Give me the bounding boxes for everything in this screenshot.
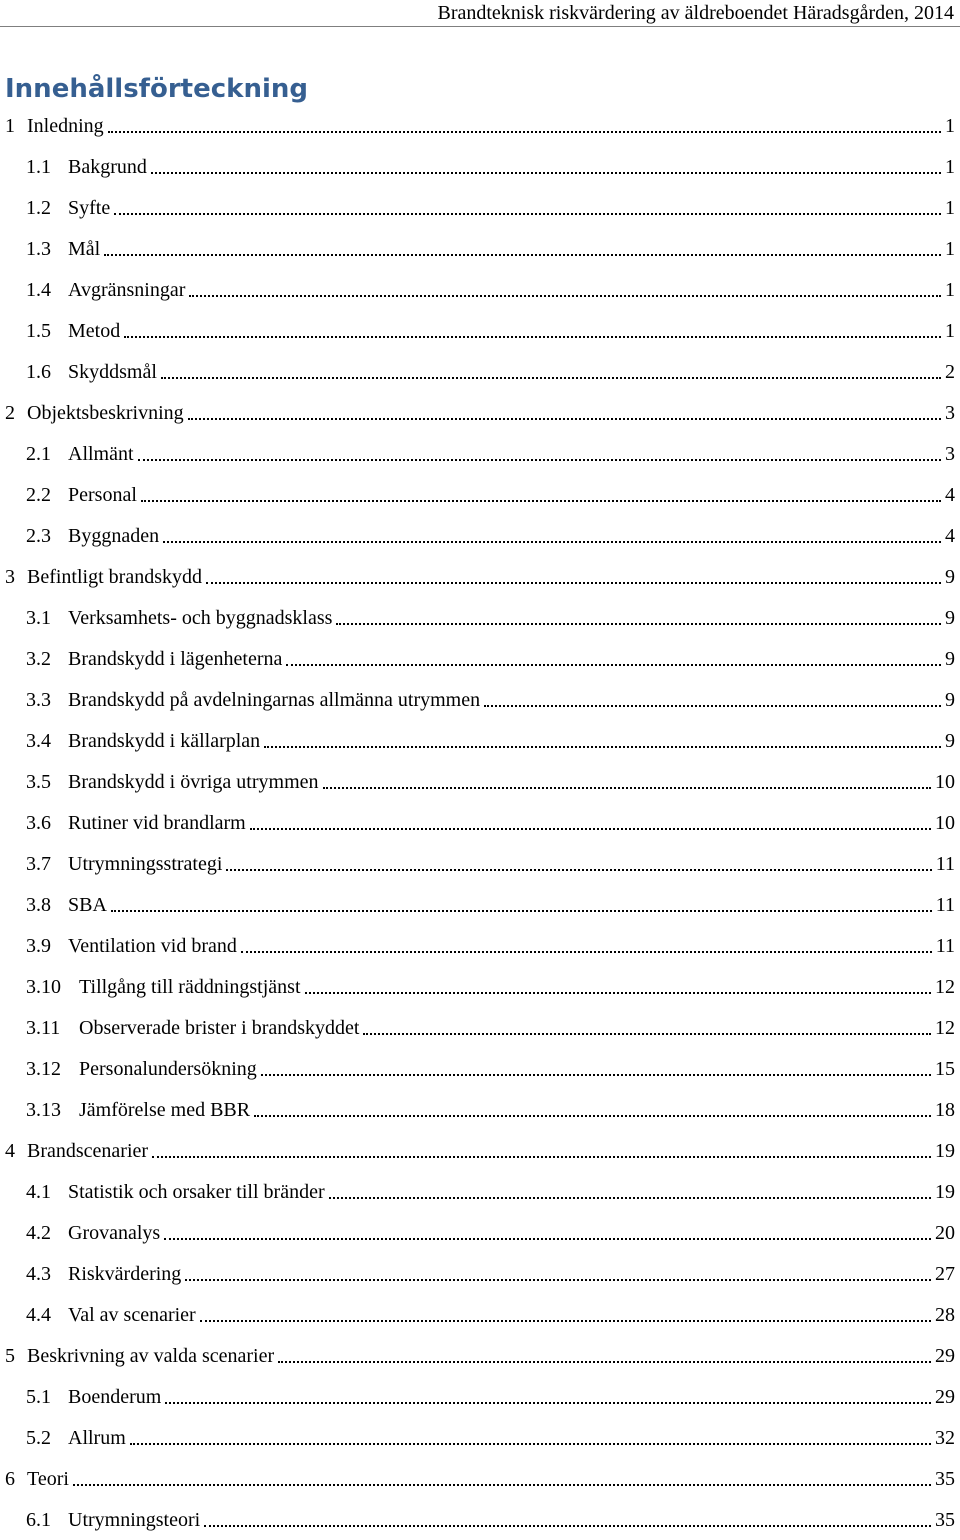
toc-entry-title: Jämförelse med BBR — [79, 1098, 251, 1121]
toc-entry-page-number: 1 — [945, 319, 955, 342]
toc-entry-title: Brandskydd i lägenheterna — [68, 647, 283, 670]
toc-dot-leader — [124, 336, 941, 338]
toc-dot-leader — [278, 1361, 931, 1363]
toc-entry[interactable] — [0, 1335, 960, 1376]
toc-entry-page-number: 1 — [945, 155, 955, 178]
toc-entry[interactable] — [0, 1376, 960, 1417]
toc-dot-leader — [165, 1402, 931, 1404]
toc-entry-page-number: 1 — [945, 278, 955, 301]
toc-entry-page-number: 35 — [935, 1467, 955, 1490]
toc-dot-leader — [200, 1320, 931, 1322]
toc-entry-number: 2.1 — [26, 442, 51, 465]
toc-dot-leader — [151, 172, 941, 174]
toc-dot-leader — [323, 787, 931, 789]
toc-entry-title: Beskrivning av valda scenarier — [27, 1344, 275, 1367]
running-header — [0, 0, 960, 27]
toc-entry-title: Avgränsningar — [68, 278, 186, 301]
toc-entry-number: 3.11 — [26, 1016, 61, 1039]
toc-entry[interactable] — [0, 474, 960, 515]
toc-entry-page-number: 19 — [935, 1180, 955, 1203]
toc-entry[interactable] — [0, 105, 960, 146]
toc-entry-number: 6.1 — [26, 1508, 51, 1531]
toc-entry-page-number: 18 — [935, 1098, 955, 1121]
toc-entry-title: Grovanalys — [68, 1221, 161, 1244]
toc-dot-leader — [286, 664, 941, 666]
toc-entry[interactable] — [0, 966, 960, 1007]
toc-entry-title: Skyddsmål — [68, 360, 157, 383]
toc-entry-number: 1 — [5, 114, 15, 137]
toc-entry[interactable] — [0, 925, 960, 966]
toc-entry[interactable] — [0, 1212, 960, 1253]
toc-entry[interactable] — [0, 269, 960, 310]
toc-entry-page-number: 12 — [935, 975, 955, 998]
toc-entry-number: 3.13 — [26, 1098, 61, 1121]
toc-entry[interactable] — [0, 761, 960, 802]
toc-entry-page-number: 1 — [945, 196, 955, 219]
toc-entry[interactable] — [0, 638, 960, 679]
toc-entry[interactable] — [0, 515, 960, 556]
toc-entry-page-number: 3 — [945, 401, 955, 424]
toc-entry[interactable] — [0, 351, 960, 392]
toc-entry-page-number: 9 — [945, 688, 955, 711]
toc-entry-title: Personalundersökning — [79, 1057, 257, 1080]
toc-dot-leader — [185, 1279, 931, 1281]
toc-entry-number: 3.2 — [26, 647, 51, 670]
toc-entry[interactable] — [0, 1089, 960, 1130]
toc-dot-leader — [108, 131, 941, 133]
toc-entry-title: Syfte — [68, 196, 111, 219]
toc-dot-leader — [163, 541, 941, 543]
toc-entry[interactable] — [0, 720, 960, 761]
toc-entry[interactable] — [0, 1499, 960, 1540]
toc-entry-page-number: 1 — [945, 114, 955, 137]
toc-entry-title: Brandskydd på avdelningarnas allmänna utrymmen — [68, 688, 481, 711]
toc-entry-number: 1.2 — [26, 196, 51, 219]
toc-entry-page-number: 27 — [935, 1262, 955, 1285]
toc-entry[interactable] — [0, 884, 960, 925]
toc-entry-number: 5.2 — [26, 1426, 51, 1449]
toc-entry-page-number: 11 — [935, 852, 955, 875]
toc-entry-page-number: 35 — [935, 1508, 955, 1531]
toc-entry-page-number: 9 — [945, 606, 955, 629]
running-header-text: Brandteknisk riskvärdering av äldreboendet Häradsgården, 2014 — [437, 2, 954, 24]
toc-dot-leader — [305, 992, 932, 994]
toc-entry-number: 3.7 — [26, 852, 51, 875]
toc-entry-number: 4.1 — [26, 1180, 51, 1203]
toc-entry-number: 3.1 — [26, 606, 51, 629]
toc-entry-page-number: 20 — [935, 1221, 955, 1244]
toc-entry-title: Rutiner vid brandlarm — [68, 811, 246, 834]
toc-dot-leader — [188, 418, 941, 420]
toc-entry-title: Tillgång till räddningstjänst — [79, 975, 301, 998]
toc-entry-page-number: 29 — [935, 1344, 955, 1367]
toc-dot-leader — [329, 1197, 931, 1199]
toc-entry-title: Teori — [27, 1467, 69, 1490]
toc-entry-page-number: 4 — [945, 483, 955, 506]
toc-entry-number: 6 — [5, 1467, 15, 1490]
toc-entry-number: 4.2 — [26, 1221, 51, 1244]
toc-entry[interactable] — [0, 1458, 960, 1499]
toc-entry-page-number: 15 — [935, 1057, 955, 1080]
toc-entry-title: Utrymningsteori — [68, 1508, 201, 1531]
toc-entry-title: Statistik och orsaker till bränder — [68, 1180, 325, 1203]
toc-entry-title: Allrum — [68, 1426, 126, 1449]
toc-entry-page-number: 12 — [935, 1016, 955, 1039]
toc-entry-number: 5.1 — [26, 1385, 51, 1408]
toc-entry[interactable] — [0, 187, 960, 228]
toc-entry[interactable] — [0, 1007, 960, 1048]
toc-entry-number: 3.9 — [26, 934, 51, 957]
toc-entry-number: 3.6 — [26, 811, 51, 834]
toc-dot-leader — [189, 295, 941, 297]
toc-entry[interactable] — [0, 1171, 960, 1212]
toc-entry[interactable] — [0, 843, 960, 884]
toc-dot-leader — [161, 377, 941, 379]
toc-title: Innehållsförteckning — [5, 74, 308, 104]
toc-entry[interactable] — [0, 679, 960, 720]
toc-entry-page-number: 32 — [935, 1426, 955, 1449]
toc-entry-title: Brandskydd i källarplan — [68, 729, 261, 752]
toc-entry[interactable] — [0, 146, 960, 187]
toc-entry-number: 3.8 — [26, 893, 51, 916]
toc-dot-leader — [336, 623, 941, 625]
toc-entry-number: 1.1 — [26, 155, 51, 178]
toc-dot-leader — [111, 910, 932, 912]
toc-dot-leader — [114, 213, 941, 215]
toc-entry-title: Utrymningsstrategi — [68, 852, 223, 875]
toc-entry-number: 2.3 — [26, 524, 51, 547]
toc-dot-leader — [73, 1484, 931, 1486]
toc-entry-number: 3.3 — [26, 688, 51, 711]
toc-entry-title: Personal — [68, 483, 137, 506]
toc-entry-title: Objektsbeskrivning — [27, 401, 184, 424]
toc-entry-number: 5 — [5, 1344, 15, 1367]
toc-dot-leader — [241, 951, 932, 953]
toc-entry-page-number: 11 — [935, 893, 955, 916]
toc-entry-title: Befintligt brandskydd — [27, 565, 202, 588]
toc-entry-title: Bakgrund — [68, 155, 147, 178]
toc-entry[interactable] — [0, 392, 960, 433]
toc-dot-leader — [130, 1443, 931, 1445]
toc-entry-page-number: 1 — [945, 237, 955, 260]
toc-entry[interactable] — [0, 310, 960, 351]
toc-entry-number: 3.4 — [26, 729, 51, 752]
toc-entry-title: Boenderum — [68, 1385, 162, 1408]
toc-entry[interactable] — [0, 228, 960, 269]
toc-entry-number: 2 — [5, 401, 15, 424]
toc-entry-title: Mål — [68, 237, 101, 260]
toc-entry-page-number: 11 — [935, 934, 955, 957]
toc-entry-page-number: 10 — [935, 770, 955, 793]
toc-entry-page-number: 2 — [945, 360, 955, 383]
toc-entry-title: SBA — [68, 893, 107, 916]
toc-dot-leader — [264, 746, 941, 748]
toc-entry-number: 4 — [5, 1139, 15, 1162]
toc-entry[interactable] — [0, 1417, 960, 1458]
toc-entry-title: Metod — [68, 319, 121, 342]
toc-entry-title: Ventilation vid brand — [68, 934, 237, 957]
toc-dot-leader — [104, 254, 941, 256]
toc-list — [0, 105, 960, 1540]
toc-entry-title: Allmänt — [68, 442, 134, 465]
toc-dot-leader — [261, 1074, 931, 1076]
toc-entry-number: 2.2 — [26, 483, 51, 506]
toc-entry-number: 1.6 — [26, 360, 51, 383]
toc-entry-number: 1.5 — [26, 319, 51, 342]
toc-entry-number: 1.3 — [26, 237, 51, 260]
toc-dot-leader — [226, 869, 931, 871]
toc-entry-page-number: 4 — [945, 524, 955, 547]
toc-dot-leader — [138, 459, 941, 461]
toc-entry[interactable] — [0, 1253, 960, 1294]
toc-entry-number: 3.10 — [26, 975, 61, 998]
toc-entry-page-number: 28 — [935, 1303, 955, 1326]
toc-entry-title: Inledning — [27, 114, 104, 137]
toc-entry[interactable] — [0, 556, 960, 597]
toc-dot-leader — [250, 828, 931, 830]
toc-entry-number: 4.4 — [26, 1303, 51, 1326]
toc-entry-page-number: 10 — [935, 811, 955, 834]
toc-dot-leader — [164, 1238, 931, 1240]
toc-entry-page-number: 9 — [945, 729, 955, 752]
toc-entry[interactable] — [0, 433, 960, 474]
toc-entry-number: 3.12 — [26, 1057, 61, 1080]
toc-entry-title: Riskvärdering — [68, 1262, 182, 1285]
toc-dot-leader — [484, 705, 941, 707]
toc-entry-page-number: 19 — [935, 1139, 955, 1162]
toc-entry-number: 3.5 — [26, 770, 51, 793]
toc-dot-leader — [141, 500, 941, 502]
toc-entry-page-number: 29 — [935, 1385, 955, 1408]
toc-entry[interactable] — [0, 802, 960, 843]
toc-dot-leader — [254, 1115, 931, 1117]
toc-entry-page-number: 9 — [945, 647, 955, 670]
toc-entry-title: Val av scenarier — [68, 1303, 196, 1326]
toc-entry-title: Observerade brister i brandskyddet — [79, 1016, 360, 1039]
toc-entry-title: Brandskydd i övriga utrymmen — [68, 770, 319, 793]
toc-entry-number: 1.4 — [26, 278, 51, 301]
toc-entry-page-number: 3 — [945, 442, 955, 465]
toc-entry-number: 3 — [5, 565, 15, 588]
toc-entry-title: Byggnaden — [68, 524, 160, 547]
toc-dot-leader — [152, 1156, 931, 1158]
toc-dot-leader — [363, 1033, 931, 1035]
toc-entry-number: 4.3 — [26, 1262, 51, 1285]
toc-entry[interactable] — [0, 1130, 960, 1171]
toc-entry-title: Brandscenarier — [27, 1139, 149, 1162]
toc-dot-leader — [204, 1525, 931, 1527]
toc-dot-leader — [206, 582, 941, 584]
toc-entry-title: Verksamhets- och byggnadsklass — [68, 606, 333, 629]
toc-entry-page-number: 9 — [945, 565, 955, 588]
toc-entry[interactable] — [0, 1294, 960, 1335]
toc-entry[interactable] — [0, 1048, 960, 1089]
toc-entry[interactable] — [0, 597, 960, 638]
